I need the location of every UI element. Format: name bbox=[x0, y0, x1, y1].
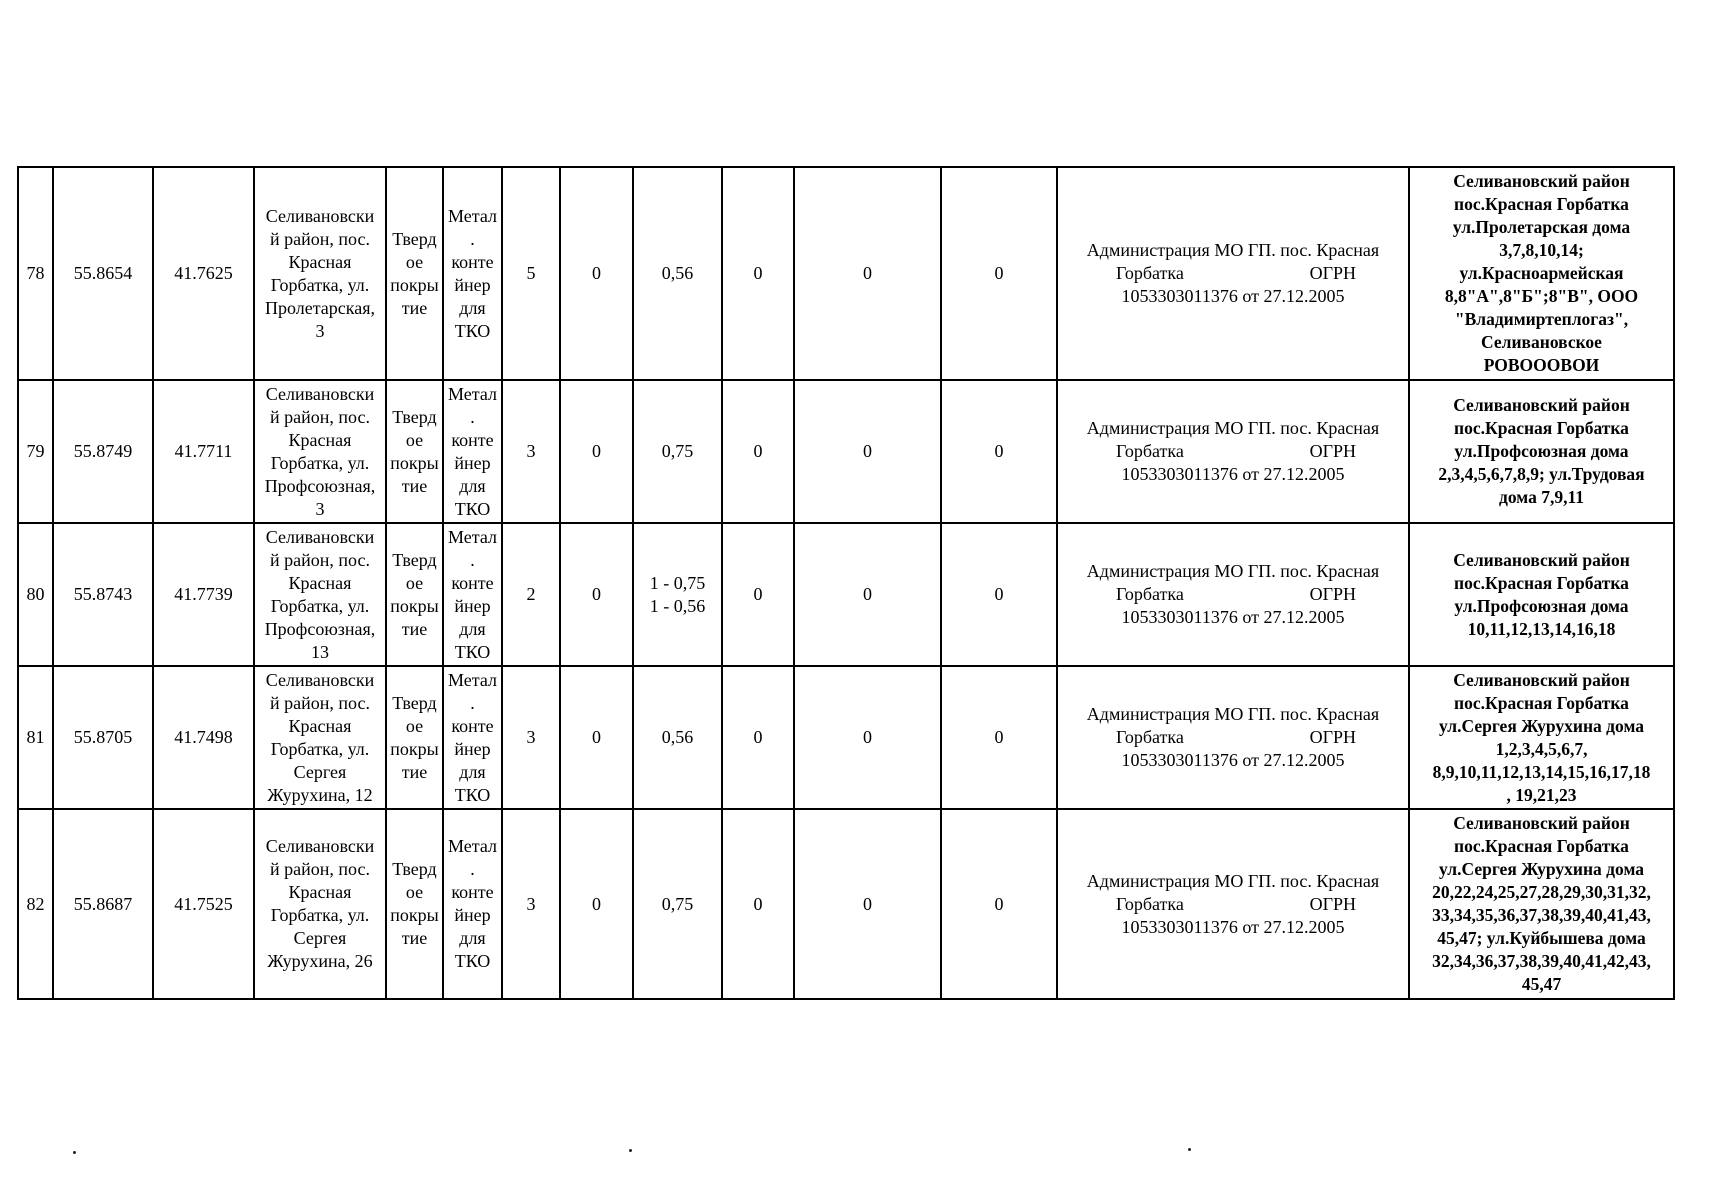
container-type-cell-line: Метал bbox=[448, 526, 497, 547]
longitude-cell bbox=[153, 380, 254, 523]
bunker-planned-cell-value: 0 bbox=[863, 584, 872, 604]
surface-type-cell bbox=[386, 666, 443, 809]
longitude-cell-value: 41.7498 bbox=[174, 727, 233, 747]
address-cell bbox=[254, 167, 386, 380]
served-sources-cell-line: РОВОООВОИ bbox=[1483, 355, 1600, 375]
ogrn-label: ОГРН bbox=[1309, 727, 1356, 747]
longitude-cell bbox=[153, 666, 254, 809]
address-cell-line: Горбатка, ул. bbox=[270, 452, 370, 473]
ogrn-label: ОГРН bbox=[1309, 263, 1356, 283]
planned-containers-cell bbox=[560, 380, 633, 523]
address-cell-line: 13 bbox=[311, 641, 329, 662]
served-sources-cell bbox=[1409, 380, 1674, 523]
surface-type-cell-line: ое bbox=[405, 882, 424, 902]
surface-type-cell-line: покры bbox=[390, 452, 439, 473]
container-volume-cell bbox=[633, 167, 722, 380]
bunker-volume-cell bbox=[941, 809, 1057, 999]
surface-type-cell bbox=[386, 167, 443, 380]
address-cell bbox=[254, 523, 386, 666]
address-cell bbox=[254, 380, 386, 523]
planned-containers-cell-value: 0 bbox=[592, 441, 601, 461]
bunker-count-cell-value: 0 bbox=[753, 727, 763, 747]
bunker-planned-cell bbox=[794, 666, 941, 809]
bunker-planned-cell bbox=[794, 380, 941, 523]
served-sources-cell-line: пос.Красная Горбатка bbox=[1454, 418, 1629, 438]
container-volume-cell bbox=[633, 380, 722, 523]
ogrn-number-line: 1053303011376 от 27.12.2005 bbox=[1121, 750, 1345, 770]
container-volume-cell-line: 0,75 bbox=[661, 441, 694, 461]
address-cell-line: Красная bbox=[288, 251, 352, 272]
address-cell-line: Горбатка, ул. bbox=[270, 738, 370, 759]
latitude-cell-value: 55.8687 bbox=[73, 893, 133, 914]
container-count-cell bbox=[502, 523, 560, 666]
owner-locality: Горбатка bbox=[1116, 584, 1184, 604]
bunker-count-cell bbox=[722, 380, 794, 523]
container-count-cell-value: 2 bbox=[526, 584, 536, 604]
container-type-cell-line: ТКО bbox=[454, 951, 491, 971]
address-cell bbox=[254, 666, 386, 809]
address-cell bbox=[254, 809, 386, 999]
served-sources-cell-line: Селивановское bbox=[1481, 332, 1602, 352]
container-type-cell-line: для bbox=[459, 475, 486, 496]
address-cell-line: Журухина, 26 bbox=[267, 951, 373, 971]
surface-type-cell-line: тие bbox=[401, 475, 428, 496]
latitude-cell-value: 55.8705 bbox=[73, 727, 133, 747]
surface-type-cell-line: покры bbox=[390, 905, 439, 925]
bunker-volume-cell-value: 0 bbox=[994, 263, 1004, 283]
row-number-cell-value: 82 bbox=[26, 893, 45, 914]
ogrn-label: ОГРН bbox=[1309, 441, 1356, 461]
bunker-planned-cell-value: 0 bbox=[863, 893, 872, 914]
bunker-count-cell-value: 0 bbox=[753, 584, 763, 604]
container-type-cell-line: . bbox=[470, 228, 475, 249]
served-sources-cell-line: ул.Профсоюзная дома bbox=[1454, 441, 1629, 461]
served-sources-cell bbox=[1409, 167, 1674, 380]
owner-locality: Горбатка bbox=[1116, 893, 1184, 914]
container-type-cell-line: йнер bbox=[454, 738, 491, 759]
bunker-count-cell bbox=[722, 666, 794, 809]
container-type-cell bbox=[443, 380, 502, 523]
container-volume-cell bbox=[633, 666, 722, 809]
surface-type-cell-line: Тверд bbox=[392, 549, 437, 570]
served-sources-cell bbox=[1409, 809, 1674, 999]
surface-type-cell-line: Тверд bbox=[392, 859, 437, 879]
served-sources-cell-line: ул.Профсоюзная дома bbox=[1454, 595, 1629, 616]
served-sources-cell-line: Селивановский район bbox=[1453, 549, 1630, 570]
bunker-volume-cell bbox=[941, 380, 1057, 523]
ogrn-number-line: 1053303011376 от 27.12.2005 bbox=[1121, 607, 1345, 627]
owner-cell bbox=[1057, 167, 1409, 380]
served-sources-cell-line: пос.Красная Горбатка bbox=[1454, 194, 1629, 214]
served-sources-cell-line: пос.Красная Горбатка bbox=[1454, 692, 1629, 713]
container-type-cell-line: ТКО bbox=[454, 784, 491, 805]
surface-type-cell-line: ое bbox=[405, 429, 424, 450]
served-sources-cell-line: Селивановский район bbox=[1453, 813, 1630, 833]
owner-locality-line bbox=[1062, 440, 1404, 463]
container-type-cell-line: . bbox=[470, 549, 475, 570]
served-sources-cell-line: пос.Красная Горбатка bbox=[1454, 836, 1629, 856]
ogrn-number-line: 1053303011376 от 27.12.2005 bbox=[1121, 916, 1345, 937]
address-cell-line: й район, пос. bbox=[270, 549, 370, 570]
surface-type-cell-line: ое bbox=[405, 572, 424, 593]
owner-name-line: Администрация МО ГП. пос. Красная bbox=[1086, 561, 1380, 581]
longitude-cell-value: 41.7625 bbox=[174, 263, 233, 283]
container-volume-cell-line: 0,56 bbox=[661, 263, 694, 283]
container-type-cell-line: Метал bbox=[448, 669, 497, 690]
owner-cell bbox=[1057, 809, 1409, 999]
latitude-cell bbox=[53, 167, 153, 380]
address-cell-line: й район, пос. bbox=[270, 406, 370, 427]
address-cell-line: й район, пос. bbox=[270, 692, 370, 713]
container-volume-cell bbox=[633, 809, 722, 999]
address-cell-line: Селивановски bbox=[265, 669, 375, 690]
owner-cell bbox=[1057, 666, 1409, 809]
ogrn-label: ОГРН bbox=[1309, 584, 1356, 604]
served-sources-cell-line: 45,47; ул.Куйбышева дома bbox=[1437, 928, 1646, 948]
served-sources-cell-line: дома 7,9,11 bbox=[1499, 487, 1584, 507]
container-type-cell-line: . bbox=[470, 406, 475, 427]
owner-locality: Горбатка bbox=[1116, 263, 1184, 283]
bunker-planned-cell-value: 0 bbox=[863, 727, 872, 747]
latitude-cell bbox=[53, 666, 153, 809]
ogrn-number-line: 1053303011376 от 27.12.2005 bbox=[1121, 464, 1345, 484]
surface-type-cell-line: Тверд bbox=[392, 406, 437, 427]
scan-speck bbox=[73, 1151, 76, 1154]
owner-locality: Горбатка bbox=[1116, 727, 1184, 747]
waste-site-registry-table bbox=[17, 166, 1675, 1000]
bunker-planned-cell bbox=[794, 167, 941, 380]
table-row bbox=[18, 167, 1674, 380]
row-number-cell-value: 80 bbox=[26, 584, 45, 604]
bunker-count-cell bbox=[722, 167, 794, 380]
container-count-cell bbox=[502, 167, 560, 380]
served-sources-cell-line: ул.Пролетарская дома bbox=[1452, 217, 1631, 237]
container-type-cell-line: йнер bbox=[454, 905, 491, 925]
served-sources-cell-line: ул.Сергея Журухина дома bbox=[1438, 715, 1645, 736]
address-cell-line: 3 bbox=[315, 498, 325, 519]
address-cell-line: Горбатка, ул. bbox=[270, 905, 370, 925]
address-cell-line: Селивановски bbox=[265, 836, 375, 856]
planned-containers-cell-value: 0 bbox=[592, 893, 601, 914]
bunker-planned-cell bbox=[794, 809, 941, 999]
container-type-cell bbox=[443, 523, 502, 666]
container-type-cell-line: конте bbox=[451, 715, 494, 736]
container-volume-cell-line: 0,75 bbox=[661, 893, 694, 914]
served-sources-cell-line: ул.Сергея Журухина дома bbox=[1438, 859, 1645, 879]
served-sources-cell-line: Селивановский район bbox=[1453, 669, 1630, 690]
row-number-cell bbox=[18, 380, 53, 523]
container-type-cell-line: . bbox=[470, 692, 475, 713]
served-sources-cell-line: 2,3,4,5,6,7,8,9; ул.Трудовая bbox=[1438, 464, 1645, 484]
address-cell-line: Красная bbox=[288, 572, 352, 593]
bunker-volume-cell-value: 0 bbox=[994, 893, 1004, 914]
container-type-cell-line: йнер bbox=[454, 595, 491, 616]
surface-type-cell bbox=[386, 809, 443, 999]
longitude-cell bbox=[153, 809, 254, 999]
owner-name-line: Администрация МО ГП. пос. Красная bbox=[1086, 870, 1380, 891]
served-sources-cell-line: 8,9,10,11,12,13,14,15,16,17,18 bbox=[1432, 761, 1651, 782]
container-type-cell-line: конте bbox=[451, 251, 494, 272]
address-cell-line: Селивановски bbox=[265, 526, 375, 547]
address-cell-line: Красная bbox=[288, 715, 352, 736]
address-cell-line: Красная bbox=[288, 429, 352, 450]
address-cell-line: Профсоюзная, bbox=[264, 475, 376, 496]
owner-name-line: Администрация МО ГП. пос. Красная bbox=[1086, 704, 1380, 724]
container-type-cell-line: Метал bbox=[448, 383, 497, 404]
surface-type-cell-line: покры bbox=[390, 595, 439, 616]
container-count-cell bbox=[502, 809, 560, 999]
surface-type-cell-line: Тверд bbox=[392, 228, 437, 249]
bunker-volume-cell-value: 0 bbox=[994, 727, 1004, 747]
longitude-cell bbox=[153, 167, 254, 380]
surface-type-cell-line: покры bbox=[390, 274, 439, 295]
container-type-cell-line: ТКО bbox=[454, 498, 491, 519]
address-cell-line: Горбатка, ул. bbox=[270, 595, 370, 616]
latitude-cell-value: 55.8743 bbox=[73, 584, 133, 604]
served-sources-cell-line: "Владимиртеплогаз", bbox=[1454, 309, 1629, 329]
container-type-cell-line: конте bbox=[451, 882, 494, 902]
owner-name-line: Администрация МО ГП. пос. Красная bbox=[1086, 418, 1380, 438]
container-volume-cell-line: 1 - 0,56 bbox=[649, 595, 706, 616]
container-count-cell-value: 3 bbox=[526, 441, 536, 461]
owner-locality-line bbox=[1062, 583, 1404, 606]
address-cell-line: Селивановски bbox=[265, 205, 375, 226]
address-cell-line: Пролетарская, bbox=[264, 297, 376, 318]
served-sources-cell-line: пос.Красная Горбатка bbox=[1454, 572, 1629, 593]
owner-cell bbox=[1057, 380, 1409, 523]
container-type-cell-line: . bbox=[470, 859, 475, 879]
latitude-cell-value: 55.8749 bbox=[73, 441, 133, 461]
container-volume-cell bbox=[633, 523, 722, 666]
container-type-cell-line: Метал bbox=[448, 205, 497, 226]
container-type-cell-line: для bbox=[459, 618, 486, 639]
surface-type-cell-line: тие bbox=[401, 761, 428, 782]
surface-type-cell bbox=[386, 380, 443, 523]
container-type-cell-line: для bbox=[459, 297, 486, 318]
row-number-cell-value: 81 bbox=[26, 727, 45, 747]
served-sources-cell-line: 45,47 bbox=[1521, 974, 1562, 994]
row-number-cell bbox=[18, 523, 53, 666]
address-cell-line: Журухина, 12 bbox=[267, 784, 373, 805]
served-sources-cell-line: ул.Красноармейская bbox=[1459, 263, 1624, 283]
surface-type-cell-line: тие bbox=[401, 618, 428, 639]
container-type-cell bbox=[443, 666, 502, 809]
row-number-cell bbox=[18, 167, 53, 380]
table-row bbox=[18, 666, 1674, 809]
container-count-cell-value: 5 bbox=[526, 263, 536, 283]
table-row bbox=[18, 809, 1674, 999]
address-cell-line: Сергея bbox=[293, 928, 347, 948]
bunker-count-cell-value: 0 bbox=[753, 263, 763, 283]
container-count-cell bbox=[502, 380, 560, 523]
served-sources-cell bbox=[1409, 523, 1674, 666]
bunker-volume-cell bbox=[941, 167, 1057, 380]
latitude-cell-value: 55.8654 bbox=[73, 263, 133, 283]
served-sources-cell-line: 1,2,3,4,5,6,7, bbox=[1495, 738, 1588, 759]
ogrn-number-line: 1053303011376 от 27.12.2005 bbox=[1121, 286, 1345, 306]
served-sources-cell-line: 10,11,12,13,14,16,18 bbox=[1467, 618, 1616, 639]
table-row bbox=[18, 380, 1674, 523]
planned-containers-cell bbox=[560, 809, 633, 999]
registry-body bbox=[18, 167, 1674, 999]
served-sources-cell-line: 32,34,36,37,38,39,40,41,42,43, bbox=[1432, 951, 1651, 971]
row-number-cell bbox=[18, 666, 53, 809]
bunker-volume-cell-value: 0 bbox=[994, 441, 1004, 461]
bunker-volume-cell bbox=[941, 666, 1057, 809]
bunker-count-cell bbox=[722, 523, 794, 666]
container-count-cell-value: 3 bbox=[526, 727, 536, 747]
served-sources-cell-line: 20,22,24,25,27,28,29,30,31,32, bbox=[1432, 882, 1651, 902]
served-sources-cell-line: Селивановский район bbox=[1453, 395, 1630, 415]
address-cell-line: Горбатка, ул. bbox=[270, 274, 370, 295]
row-number-cell-value: 78 bbox=[26, 263, 45, 283]
container-type-cell-line: для bbox=[459, 928, 486, 948]
address-cell-line: Селивановски bbox=[265, 383, 375, 404]
owner-locality-line bbox=[1062, 262, 1404, 285]
planned-containers-cell-value: 0 bbox=[592, 263, 601, 283]
address-cell-line: Профсоюзная, bbox=[264, 618, 376, 639]
container-volume-cell-line: 1 - 0,75 bbox=[649, 572, 706, 593]
address-cell-line: й район, пос. bbox=[270, 859, 370, 879]
planned-containers-cell-value: 0 bbox=[592, 584, 601, 604]
longitude-cell bbox=[153, 523, 254, 666]
bunker-volume-cell bbox=[941, 523, 1057, 666]
longitude-cell-value: 41.7739 bbox=[174, 584, 233, 604]
bunker-planned-cell-value: 0 bbox=[863, 441, 872, 461]
container-type-cell-line: конте bbox=[451, 429, 494, 450]
served-sources-cell-line: , 19,21,23 bbox=[1506, 784, 1577, 805]
served-sources-cell-line: 3,7,8,10,14; bbox=[1499, 240, 1584, 260]
owner-cell bbox=[1057, 523, 1409, 666]
latitude-cell bbox=[53, 523, 153, 666]
planned-containers-cell-value: 0 bbox=[592, 727, 601, 747]
container-volume-cell-line: 0,56 bbox=[661, 727, 694, 747]
bunker-count-cell bbox=[722, 809, 794, 999]
container-type-cell bbox=[443, 167, 502, 380]
surface-type-cell-line: тие bbox=[401, 297, 428, 318]
surface-type-cell-line: покры bbox=[390, 738, 439, 759]
surface-type-cell-line: ое bbox=[405, 251, 424, 272]
served-sources-cell bbox=[1409, 666, 1674, 809]
row-number-cell bbox=[18, 809, 53, 999]
address-cell-line: Сергея bbox=[293, 761, 347, 782]
container-type-cell-line: ТКО bbox=[454, 320, 491, 341]
served-sources-cell-line: Селивановский район bbox=[1453, 171, 1630, 191]
scan-speck bbox=[1188, 1148, 1191, 1151]
latitude-cell bbox=[53, 380, 153, 523]
served-sources-cell-line: 33,34,35,36,37,38,39,40,41,43, bbox=[1432, 905, 1651, 925]
bunker-count-cell-value: 0 bbox=[753, 441, 763, 461]
container-type-cell-line: йнер bbox=[454, 274, 491, 295]
planned-containers-cell bbox=[560, 167, 633, 380]
container-count-cell-value: 3 bbox=[526, 893, 536, 914]
longitude-cell-value: 41.7525 bbox=[174, 893, 233, 914]
latitude-cell bbox=[53, 809, 153, 999]
surface-type-cell-line: ое bbox=[405, 715, 424, 736]
owner-locality-line bbox=[1062, 893, 1404, 916]
planned-containers-cell bbox=[560, 666, 633, 809]
container-type-cell-line: конте bbox=[451, 572, 494, 593]
container-type-cell-line: йнер bbox=[454, 452, 491, 473]
surface-type-cell-line: тие bbox=[401, 928, 428, 948]
container-type-cell-line: Метал bbox=[448, 836, 497, 856]
surface-type-cell bbox=[386, 523, 443, 666]
scan-speck bbox=[629, 1149, 632, 1152]
planned-containers-cell bbox=[560, 523, 633, 666]
container-type-cell-line: для bbox=[459, 761, 486, 782]
table-row bbox=[18, 523, 1674, 666]
address-cell-line: й район, пос. bbox=[270, 228, 370, 249]
address-cell-line: Красная bbox=[288, 882, 352, 902]
served-sources-cell-line: 8,8"А",8"Б";8"В", ООО bbox=[1444, 286, 1639, 306]
owner-locality-line bbox=[1062, 726, 1404, 749]
container-count-cell bbox=[502, 666, 560, 809]
container-type-cell-line: ТКО bbox=[454, 641, 491, 662]
bunker-planned-cell bbox=[794, 523, 941, 666]
bunker-planned-cell-value: 0 bbox=[863, 263, 872, 283]
ogrn-label: ОГРН bbox=[1309, 893, 1356, 914]
longitude-cell-value: 41.7711 bbox=[174, 441, 233, 461]
bunker-count-cell-value: 0 bbox=[753, 893, 763, 914]
bunker-volume-cell-value: 0 bbox=[994, 584, 1004, 604]
address-cell-line: 3 bbox=[315, 320, 325, 341]
container-type-cell bbox=[443, 809, 502, 999]
owner-locality: Горбатка bbox=[1116, 441, 1184, 461]
row-number-cell-value: 79 bbox=[26, 441, 45, 461]
owner-name-line: Администрация МО ГП. пос. Красная bbox=[1086, 240, 1380, 260]
surface-type-cell-line: Тверд bbox=[392, 692, 437, 713]
